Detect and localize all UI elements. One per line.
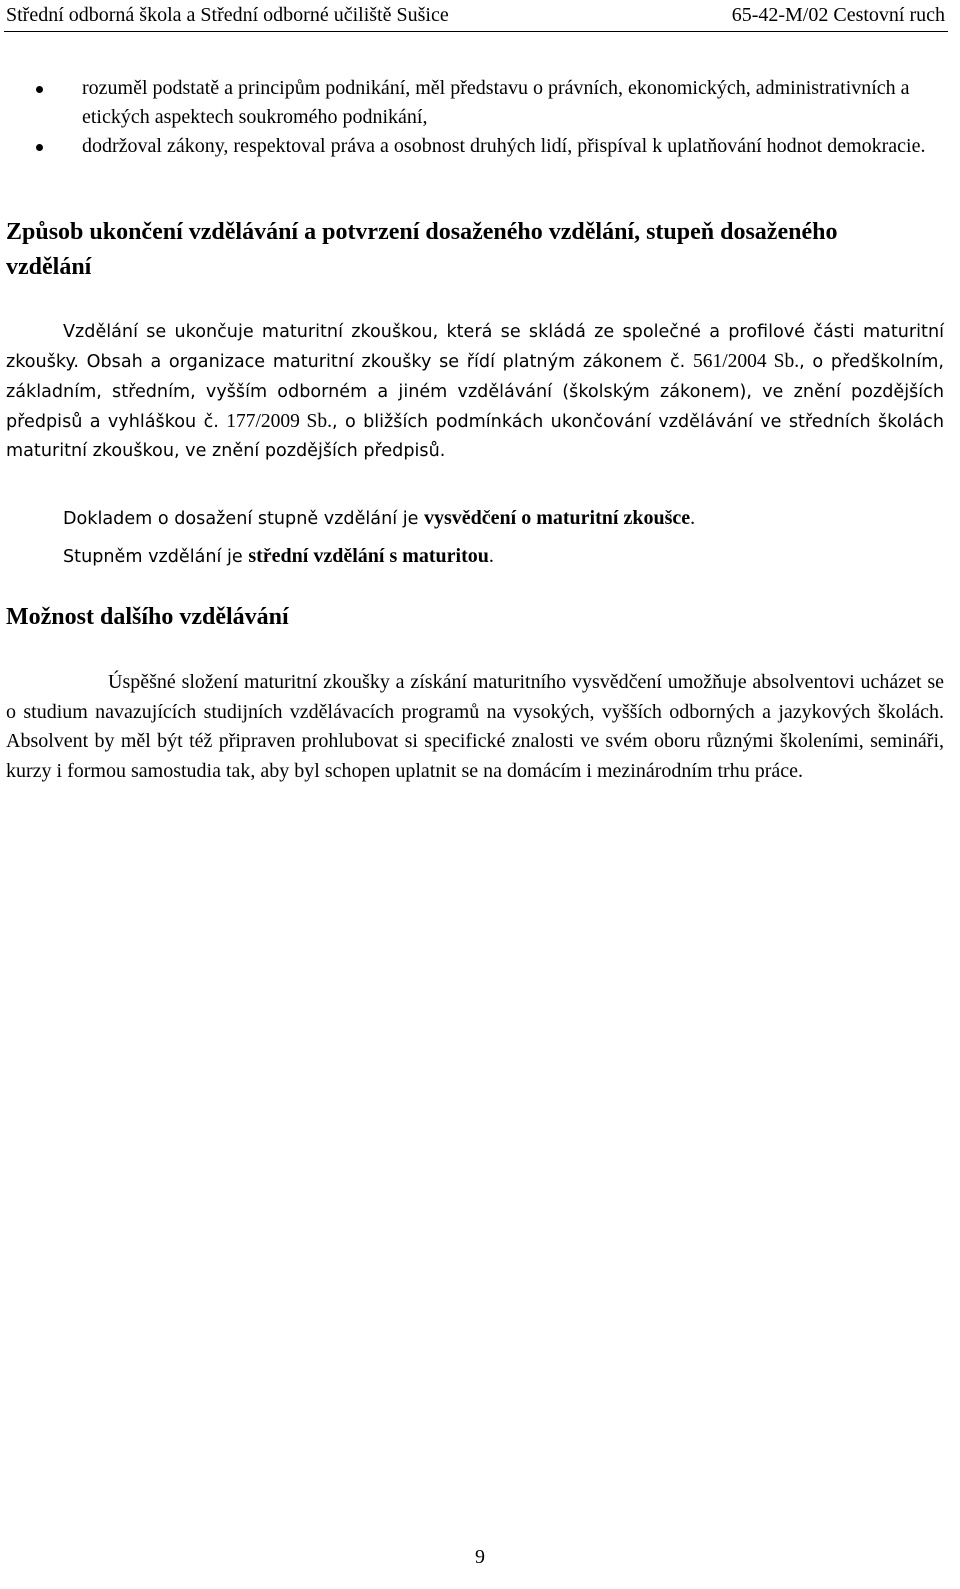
- completion-paragraph: [6, 318, 944, 466]
- header-school-name: Střední odborná škola a Střední odborné učiliště Sušice: [6, 4, 449, 26]
- bullet-icon: [36, 144, 43, 151]
- bullet-icon: [36, 86, 43, 93]
- completion-text-part1: Vzdělání se ukončuje maturitní zkouškou, která se skládá ze společné a profilové části maturitní zkoušky. Obsah a organizace maturitní zkoušky se řídí platným zákonem č.: [6, 322, 944, 373]
- bullet-list: [0, 74, 960, 161]
- proof-document: vysvědčení o maturitní zkoušce: [424, 507, 691, 529]
- list-item-text: rozuměl podstatě a principům podnikání, měl představu o právních, ekonomických, administrativních a etických aspektech soukromého podnikání,: [82, 77, 910, 128]
- header-divider: [4, 31, 948, 32]
- completion-text-part2: , o předškolním, základním, středním, vyšším odborném a jiném vzdělávání (školským zákonem), ve znění pozdějších předpisů a vyhláškou č.: [6, 352, 944, 432]
- list-item-text: dodržoval zákony, respektoval práva a osobnost druhých lidí, přispíval k uplatňování hodnot demokracie.: [82, 135, 926, 157]
- section-heading-completion: Způsob ukončení vzdělávání a potvrzení dosaženého vzdělání, stupeň dosaženého vzdělání: [6, 219, 838, 280]
- law-reference-1: 561/2004 Sb.: [692, 351, 800, 373]
- proof-text: Dokladem o dosažení stupně vzdělání je: [63, 509, 425, 529]
- list-item: [0, 132, 960, 161]
- proof-paragraph: [63, 504, 943, 534]
- list-item: [0, 74, 960, 132]
- section-heading-further-education: Možnost dalšího vzdělávání: [6, 604, 289, 630]
- page-header: [0, 0, 960, 34]
- further-education-paragraph: Úspěšné složení maturitní zkoušky a získání maturitního vysvědčení umožňuje absolventovi ucházet se o studium navazujících studijních vzdělávacích programů na vysokých, vyšších odborných a jazykových školách. Absolvent by měl být též připraven prohlubovat si specifické znalosti ve svém oboru různými školeními, semináři, kurzy i formou samostudia tak, aby byl schopen uplatnit se na domácím i mezinárodním trhu práce.: [6, 671, 944, 782]
- level-period: .: [488, 545, 494, 567]
- law-reference-2: 177/2009 Sb.: [226, 410, 333, 432]
- level-paragraph: [63, 542, 943, 572]
- education-level: střední vzdělání s maturitou: [248, 545, 489, 567]
- page-number: 9: [475, 1546, 485, 1568]
- completion-text-part3: , o bližších podmínkách ukončování vzdělávání ve středních školách maturitní zkouškou, ve znění pozdějších předpisů.: [6, 411, 944, 462]
- level-text: Stupněm vzdělání je: [63, 547, 249, 567]
- header-program-code: 65-42-M/02 Cestovní ruch: [731, 4, 945, 26]
- proof-period: .: [690, 507, 696, 529]
